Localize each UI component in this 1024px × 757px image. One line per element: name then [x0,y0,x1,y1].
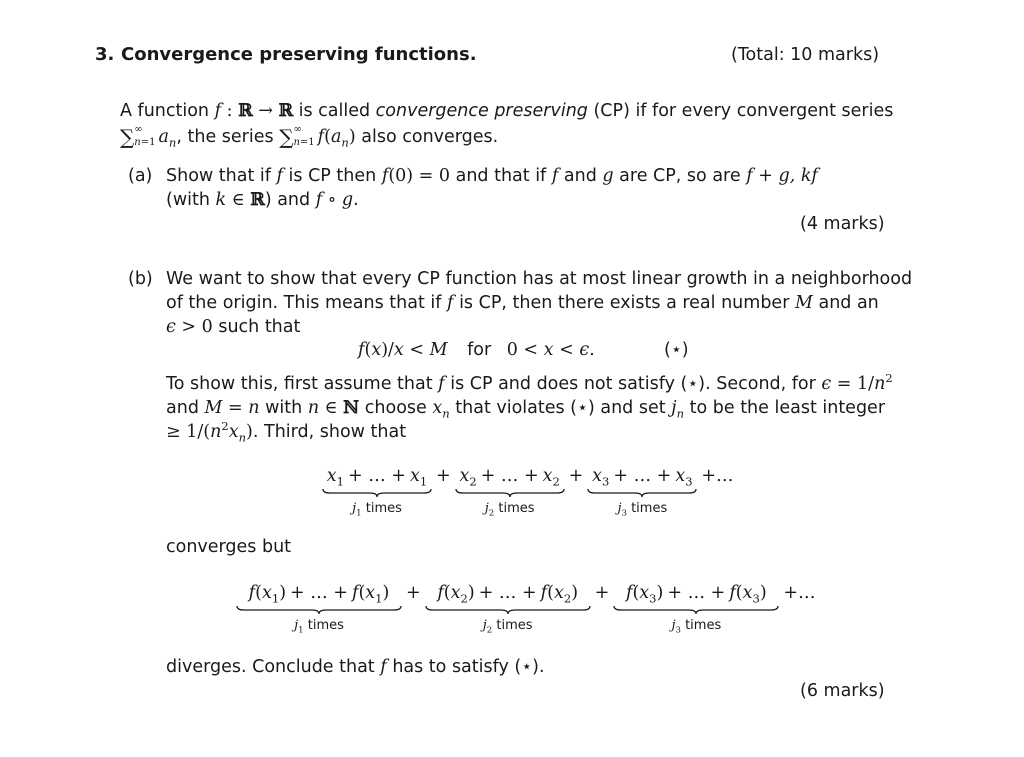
diverges-text-b: has to satisfy (⋆). [392,657,545,677]
math-f-c: f [438,374,445,394]
math-f-2: f [551,166,559,186]
sum-symbol-2: ∑ [279,125,294,149]
part-a-line-2: (with k ∈ ℝ) and f ∘ g. [166,190,359,210]
part-b-text-3: and an [818,293,879,313]
brace-group-x1: $x_1$ + … + $x_1$ $j_1$ times [322,464,432,516]
sum-symbol: ∑ [120,125,135,149]
plus-sep: + [594,583,610,603]
math-jn: $j_n$ [671,398,685,421]
part-a-marks: (4 marks) [800,214,885,234]
brace-group-fx2: $f(x_2)$ + … + $f(x_2)$ $j_2$ times [425,581,591,633]
p2-text-8: . Third, show that [252,422,407,442]
star-tag: (⋆) [664,340,689,360]
brace-group-x3: $x_3$ + … + $x_3$ $j_3$ times [587,464,697,516]
star-equation [358,338,595,362]
underbrace-x1 [322,488,432,498]
series-fx [236,581,816,636]
p2-text-2: is CP and does not satisfy (⋆). Second, for [450,374,816,394]
part-a-text-6: (with [166,190,210,210]
part-a-text-4: and [563,166,597,186]
underbrace-x3 [587,488,697,498]
part-a-line-1 [166,164,818,188]
intro-text-d: the series [187,127,274,147]
converges-but: converges but [166,537,292,557]
plus-sep: + [436,466,451,486]
math-xn: $x_n$ [432,398,450,421]
part-b-p2-line-2 [166,396,885,420]
intro-text-b: is called [298,101,371,121]
part-b-label: (b) [128,269,153,289]
brace-label-fj1: $j_1$ times [294,618,344,636]
underbrace-fx2 [425,605,591,615]
math-f-comp-g: f ∘ g [315,190,354,210]
underbrace-fx3 [613,605,779,615]
math-f-plus-g: f + g, kf [746,166,818,186]
intro-text-a: A function [120,101,210,121]
series-tail: +… [701,466,734,486]
math-fx-over-x: f(x)/x < M [358,340,448,360]
part-b-p2-line-3 [166,420,406,444]
part-b-text-2: is CP, then there exists a real number [459,293,790,313]
sum-limits-2: ∞ n=1 [293,124,315,148]
p2-text-7: to be the least integer [689,398,886,418]
intro-line-2: ∑ ∞ n=1 $a_n$, the series ∑ ∞ n=1 $f(a_n)$ also converges. [120,124,499,150]
intro-emph: convergence preserving [375,101,588,121]
math-range: 0 < x < ϵ. [506,340,595,360]
math-f0: f(0) = 0 [381,166,451,186]
question-number: 3. [95,44,115,65]
math-g: g [602,166,614,186]
plus-sep: + [406,583,421,603]
question-title: Convergence preserving functions. [121,44,477,65]
diverges-text: diverges. Conclude that [166,657,375,677]
math-an: $a_n$ [158,127,177,150]
math-k-in-r: k ∈ ℝ [215,190,265,210]
series-x [322,464,734,519]
diverges-line [166,655,545,679]
math-eps-eq: $\epsilon = 1/n^2$ [821,371,893,394]
math-geq: ≥ $1/(n^2x_n)$ [166,419,253,445]
plus-sep: + [568,466,584,486]
p2-text-6: that violates (⋆) and set [455,398,666,418]
brace-label-fj2: $j_2$ times [482,618,533,636]
brace-group-fx1: $f(x_1)$ + … + $f(x_1)$ $j_1$ times [236,581,402,633]
intro-text-c: (CP) if for every convergent series [593,101,894,121]
series-tail-2: +… [783,583,816,603]
p2-text-5: choose [364,398,427,418]
total-marks: (Total: 10 marks) [731,45,880,65]
math-eps-pos: ϵ > 0 [166,317,213,337]
p2-text-4: with [265,398,303,418]
math-M: M [794,293,813,313]
intro-line-1 [120,99,893,123]
eq-for-text: for [467,340,492,360]
math-f-d: f [380,657,387,677]
math-n-in-N: n ∈ ℕ [307,398,360,418]
part-b-line-3 [166,315,300,339]
math-f: f [276,166,283,186]
part-a-text-5: are CP, so are [619,166,741,186]
part-a-text-7: ) and [264,190,311,210]
math-fan: $f(a_n)$ [317,127,356,150]
part-b-p2-line-1 [166,372,893,396]
part-b-line-1: We want to show that every CP function has at most linear growth in a neighborhood [166,269,913,289]
p2-text-3: and [166,398,199,418]
intro-text-e: also converges. [361,127,499,147]
brace-group-x2: $x_2$ + … + $x_2$ $j_2$ times [455,464,565,516]
part-a-text-2: is CP then [288,166,377,186]
part-b-text-4: such that [218,317,301,337]
part-a-text-3: and that if [455,166,547,186]
brace-group-fx3: $f(x_3)$ + … + $f(x_3)$ $j_3$ times [613,581,779,633]
math-map: : ℝ → ℝ [221,101,294,121]
sum-limits: ∞ n=1 [134,124,156,148]
part-a-label: (a) [128,166,153,186]
underbrace-x2 [455,488,565,498]
math-M-eq-n: M = n [204,398,260,418]
underbrace-fx1 [236,605,402,615]
part-a-text-1: Show that if [166,166,271,186]
part-b-marks: (6 marks) [800,681,885,701]
brace-label-j1: $j_1$ times [352,501,402,519]
part-b-line-2 [166,291,879,315]
p2-text-1: To show this, first assume that [166,374,433,394]
math-f-b: f [447,293,454,313]
brace-label-j3: $j_3$ times [617,501,668,519]
part-b-text-1: of the origin. This means that if [166,293,442,313]
brace-label-j2: $j_2$ times [484,501,535,519]
brace-label-fj3: $j_3$ times [671,618,722,636]
math-f-map: f [214,101,222,121]
